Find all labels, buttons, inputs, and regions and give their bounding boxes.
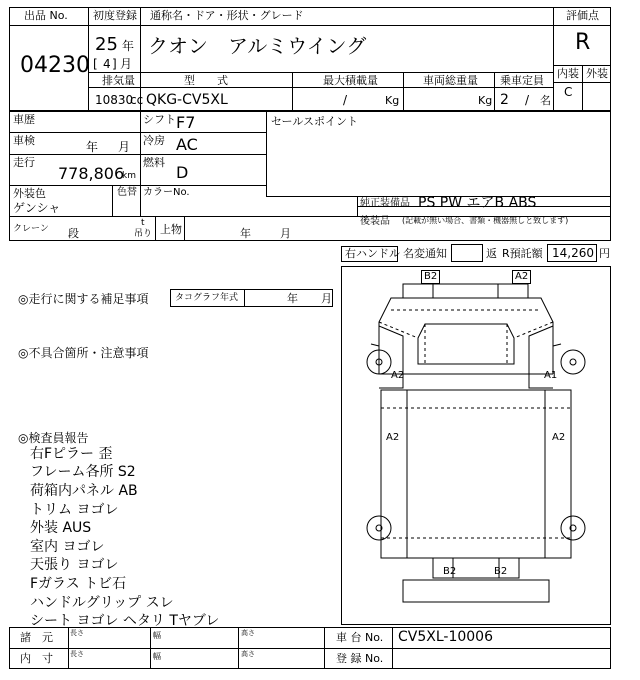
divider <box>184 216 185 241</box>
inspection-year-unit: 年 <box>86 140 99 154</box>
mileage-label: 走行 <box>13 156 35 169</box>
mark-right-cab: A1 <box>544 370 558 381</box>
name-label: 通称名・ドア・形状・グレード <box>150 9 304 22</box>
inner-length-label: 長さ <box>70 650 84 658</box>
truck-diagram <box>341 266 611 625</box>
registration-label: 登 録 No. <box>336 652 384 665</box>
crane-label: クレーン <box>13 224 49 234</box>
mark-rear-left: B2 <box>443 566 457 577</box>
exterior-color-label: 外装色 <box>13 187 46 200</box>
fuel-value: D <box>176 163 189 182</box>
mark-rear-right: B2 <box>494 566 508 577</box>
dims-length-label: 長さ <box>70 629 84 637</box>
mark-right-side: A2 <box>552 432 566 443</box>
first-reg-label: 初度登録 <box>93 9 137 22</box>
history-label: 車歴 <box>13 113 35 126</box>
inspector-item: 右Fピラー 歪 <box>30 446 113 462</box>
gross-weight-label: 車両総重量 <box>423 74 478 87</box>
inspector-item: Fガラス トビ石 <box>30 576 127 592</box>
ac-value: AC <box>176 135 198 154</box>
inner-dims-label: 内 寸 <box>20 652 53 665</box>
divider <box>9 185 266 186</box>
gross-weight-unit: Kg <box>478 94 493 107</box>
mark-left-side: A2 <box>386 432 400 443</box>
driving-notes-label: ◎走行に関する補足事項 <box>18 292 149 306</box>
exterior-color-value: ゲンシャ <box>13 201 61 215</box>
divider <box>9 648 611 649</box>
chassis-label: 車 台 No. <box>336 631 384 644</box>
capacity-label: 乗車定員 <box>500 74 544 87</box>
dims-label: 諸 元 <box>20 631 53 644</box>
crane-hang-unit: 吊り <box>134 229 153 239</box>
exterior-label: 外装 <box>586 67 608 80</box>
month-unit: 月 <box>120 57 133 71</box>
tachograph-year-unit: 年 <box>287 292 298 305</box>
inspector-item: 室内 ヨゴレ <box>30 539 105 555</box>
fuel-label: 燃料 <box>143 156 165 169</box>
divider <box>155 216 156 241</box>
displacement-unit: cc <box>130 93 144 107</box>
divider <box>292 72 293 111</box>
r-reserve-value: 14,260 <box>552 246 594 260</box>
lot-no-label: 出品 No. <box>24 9 68 22</box>
divider <box>9 132 266 133</box>
divider <box>150 627 151 669</box>
displacement-value: 10830 <box>95 93 134 107</box>
lot-number: 04230 <box>20 53 90 78</box>
divider <box>494 72 495 111</box>
mileage-unit: km <box>122 171 136 181</box>
vehicle-name: クオン アルミウイング <box>148 34 367 58</box>
defects-label: ◎不具合箇所・注意事項 <box>18 346 149 360</box>
interior-grade: C <box>564 85 573 99</box>
color-change-label: 色替 <box>117 187 137 198</box>
aftermarket-label: 後装品 <box>360 216 390 227</box>
first-reg-month: 4 <box>103 57 111 71</box>
divider <box>140 111 141 216</box>
crane-stage-unit: 段 <box>68 227 79 240</box>
inspector-item: 天張り ヨゴレ <box>30 557 119 573</box>
capacity-unit: 名 <box>540 94 551 107</box>
divider <box>244 289 245 307</box>
inspector-item: ハンドルグリップ スレ <box>30 595 174 611</box>
max-load-unit: Kg <box>385 94 400 107</box>
capacity-value: 2 <box>500 92 509 108</box>
shift-label: シフト <box>143 113 176 126</box>
divider <box>112 185 113 216</box>
divider <box>553 25 611 26</box>
divider <box>553 82 611 83</box>
divider <box>9 154 266 155</box>
inspector-item: 外装 AUS <box>30 520 92 536</box>
open-bracket: [ <box>93 57 98 71</box>
divider <box>324 627 325 669</box>
capacity-slash: / <box>525 93 530 107</box>
rating-value: R <box>575 30 591 55</box>
mark-left-cab: A2 <box>391 370 405 381</box>
name-change-box <box>451 244 483 262</box>
divider <box>88 25 553 26</box>
model-value: QKG-CV5XL <box>146 92 228 108</box>
inspector-item: トリム ヨゴレ <box>30 502 119 518</box>
year-unit: 年 <box>122 39 135 53</box>
dims-width-label: 幅 <box>153 631 161 640</box>
divider <box>403 72 404 111</box>
shift-value: F7 <box>176 113 196 132</box>
interior-label: 内装 <box>557 67 579 80</box>
std-equip-label: 純正装備品 <box>360 198 410 209</box>
right-hand-label: 右ハンドル <box>345 247 400 260</box>
tachograph-month-unit: 月 <box>321 292 332 305</box>
model-label: 型 式 <box>184 74 228 87</box>
inner-height-label: 高さ <box>241 650 255 658</box>
max-load-value: / <box>343 93 348 107</box>
divider <box>88 87 553 88</box>
divider <box>392 627 393 669</box>
displacement-label: 排気量 <box>102 74 135 87</box>
mileage-value: 778,806 <box>58 164 125 183</box>
r-reserve-label: R預託額 <box>502 247 543 260</box>
divider <box>266 111 267 196</box>
r-reserve-unit: 円 <box>599 247 610 260</box>
ac-label: 冷房 <box>143 134 165 147</box>
divider <box>88 72 553 73</box>
divider <box>68 627 69 669</box>
color-code-label: カラーNo. <box>143 187 190 198</box>
divider <box>238 627 239 669</box>
name-change-label: 名変通知 <box>403 247 447 260</box>
rating-label: 評価点 <box>566 9 599 22</box>
close-bracket: ] <box>112 57 117 71</box>
aftermarket-note: (記載が無い場合、書類・機器無しと致します) <box>402 216 569 225</box>
crane-month-unit: 月 <box>280 227 291 240</box>
mark-front-right: A2 <box>512 270 531 284</box>
return-label: 返 <box>486 247 497 260</box>
mark-front-left: B2 <box>421 270 440 284</box>
inspector-item: 荷箱内パネル AB <box>30 483 138 499</box>
chassis-value: CV5XL-10006 <box>398 629 493 645</box>
tachograph-label: タコグラフ年式 <box>175 293 239 303</box>
max-load-label: 最大積載量 <box>323 74 378 87</box>
sales-point-label: セールスポイント <box>271 115 359 128</box>
divider <box>553 7 554 111</box>
crane-top-label: 上物 <box>160 223 182 236</box>
divider <box>582 65 583 111</box>
inspection-month-unit: 月 <box>118 140 131 154</box>
inner-width-label: 幅 <box>153 652 161 661</box>
dims-height-label: 高さ <box>241 629 255 637</box>
inspector-label: ◎検査員報告 <box>18 431 89 445</box>
first-reg-year: 25 <box>95 34 118 55</box>
inspector-item: シート ヨゴレ ヘタリ Tヤブレ <box>30 613 220 629</box>
crane-ton-unit: t <box>141 218 145 228</box>
divider <box>9 25 88 26</box>
std-equip-value: PS PW エアB ABS <box>418 195 537 211</box>
inspection-label: 車検 <box>13 134 35 147</box>
crane-year-unit: 年 <box>240 227 251 240</box>
inspector-item: フレーム各所 S2 <box>30 464 136 480</box>
